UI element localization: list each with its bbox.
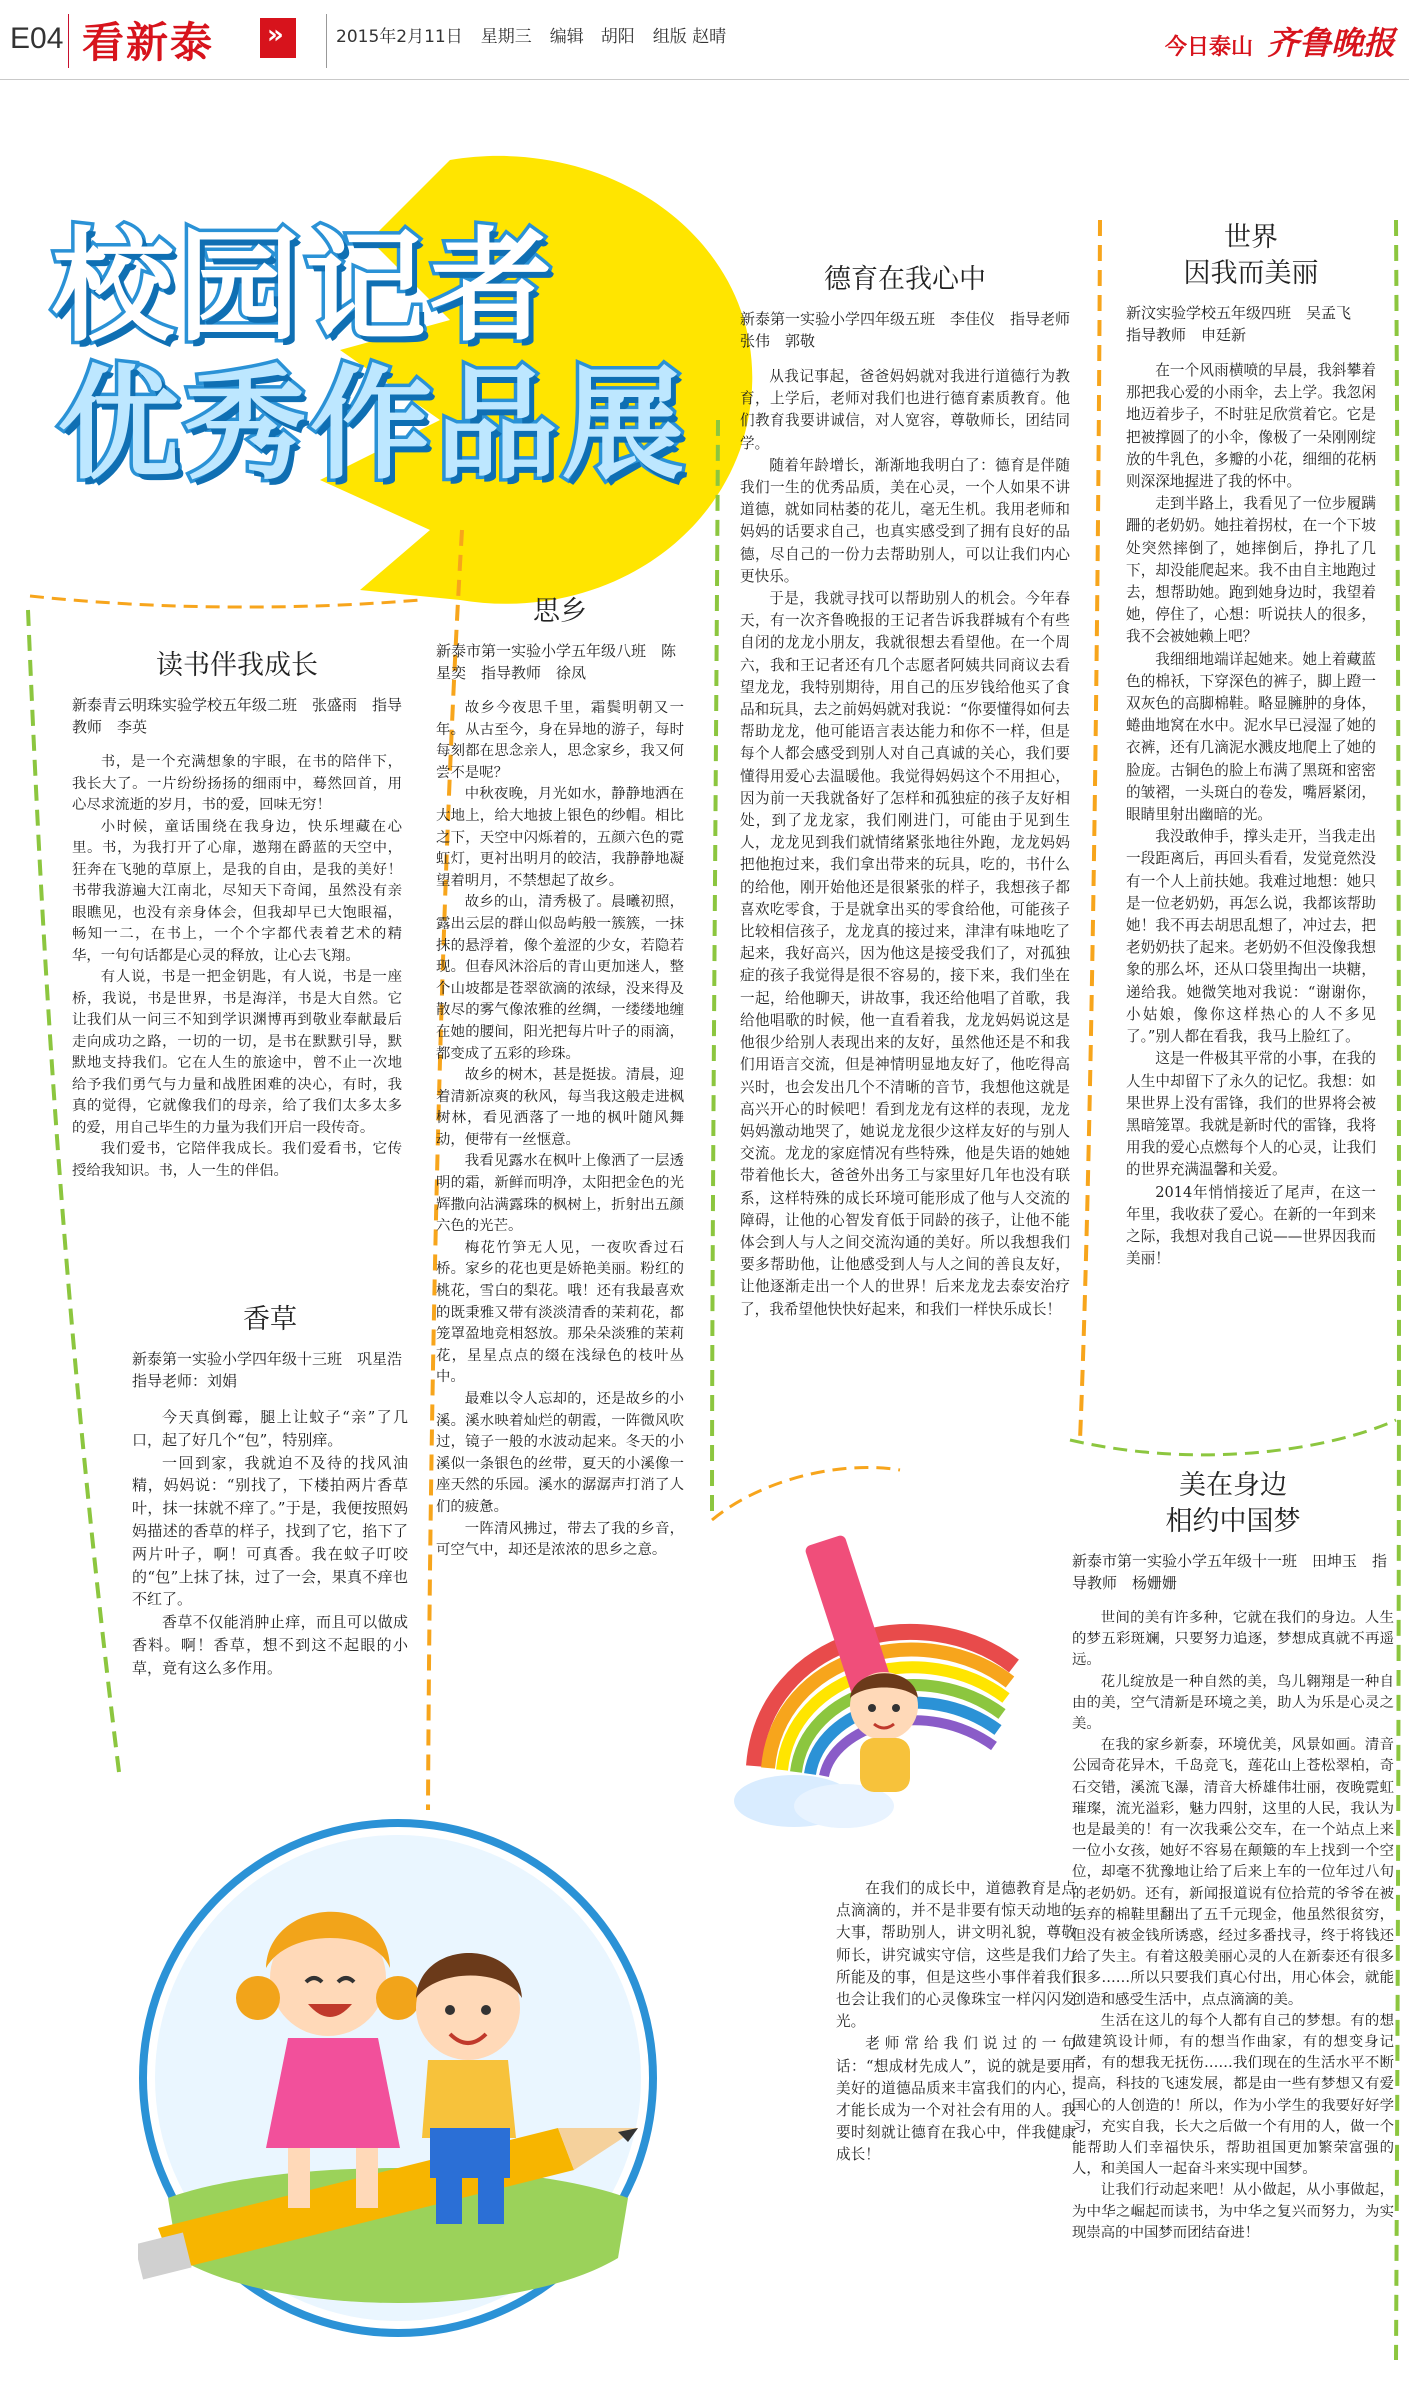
article-paragraph: 故乡的树木，甚是挺拔。清晨，迎着清新凉爽的秋风，每当我这般走进枫树林，看见洒落了一地的枫叶随风舞动，便带有一丝惬意。	[436, 1067, 684, 1148]
article-paragraph: 走到半路上，我看见了一位步履蹒跚的老奶奶。她拄着拐杖，在一个下坡处突然摔倒了，她摔倒后，挣扎了几下，却没能爬起来。我不由自主地跑过去，想帮助她。跑到她身边时，我望着她，停住了，心想：听说扶人的很多，我不会被她赖上吧？	[1126, 495, 1376, 646]
article-paragraph: 故乡今夜思千里，霜鬓明朝又一年。从古至今，身在异地的游子，每时每刻都在思念亲人，思念家乡，我又何尝不是呢？	[436, 700, 684, 781]
kids-on-pencil-illustration	[138, 1798, 658, 2358]
article-paragraph: 一回到家，我就迫不及待的找风油精，妈妈说：“别找了，下楼拍两片香草叶，抹一抹就不痒了。”于是，我便按照妈妈描述的香草的样子，找到了它，掐下了两片叶子，啊！可真香。我在蚊子叮咬的“包”上抹了抹，过了一会，果真不痒也不红了。	[132, 1453, 408, 1609]
article-body	[132, 1406, 408, 1680]
child-with-pencil-illustration	[724, 1516, 1024, 1846]
article-byline: 新泰第一实验小学四年级十三班 巩星浩 指导老师：刘娟	[132, 1350, 418, 1390]
article-xiangcao	[132, 1302, 418, 1680]
banner-line-2: 优秀作品展	[58, 354, 688, 496]
issue-weekday: 星期三	[480, 27, 532, 47]
article-title: 世界 因我而美丽	[1183, 222, 1319, 289]
article-paragraph: 让我们行动起来吧！从小做起，从小事做起，为中华之崛起而读书，为中华之复兴而努力，为实现崇高的中国梦而团结奋进！	[1072, 2182, 1394, 2241]
article-dushu	[72, 648, 402, 1182]
article-byline: 新泰市第一实验小学五年级八班 陈星奕 指导教师 徐凤	[436, 642, 677, 682]
feature-banner	[52, 216, 688, 496]
article-paragraph: 小时候，童话围绕在我身边，快乐埋藏在心里。书，为我打开了心扉，遨翔在爵蓝的天空中，狂奔在飞驰的草原上，是我的自由，是我的美好！书带我游遍大江南北，尽知天下奇闻，虽然没有亲眼瞧见，也没有亲身体会，但我却早已大饱眼福，畅知一二，在书上，一个个字都代表着艺术的精华，一句句话都是心灵的释放，让心去飞翔。	[72, 818, 402, 964]
article-body	[436, 698, 684, 1562]
article-paragraph: 故乡的山，清秀极了。晨曦初照，露出云层的群山似岛屿般一簇簇，一抹抹的悬浮着，像个羞涩的少女，若隐若现。但春风沐浴后的青山更加迷人，整个山坡都是苍翠欲滴的浓绿，没来得及散尽的雾气像浓雅的丝绸，一缕缕地缠在她的腰间，阳光把每片叶子的雨滴，都变成了五彩的珍珠。	[436, 894, 684, 1062]
article-paragraph: 在我的家乡新泰，环境优美，风景如画。清音公园奇花异木，千岛竞飞，莲花山上苍松翠柏，奇石交错，溪流飞瀑，清音大桥雄伟壮丽，夜晚霓虹璀璨，流光溢彩，魅力四射，这里的人民，我认为也是最美的！有一次我乘公交车，在一个站点上来一位小女孩，她好不容易在颠簸的车上找到一个空位，却毫不犹豫地让给了后来上车的一位年过八旬的老奶奶。还有，新闻报道说有位拾荒的爷爷在被丢弃的棉鞋里翻出了五千元现金，他虽然很贫穷，但没有被金钱所诱惑，经过多番找寻，终于将钱还给了失主。有着这般美丽心灵的人在新泰还有很多很多……所以只要我们真心付出，用心体会，就能创造和感受生活中，点点滴滴的美。	[1072, 1737, 1394, 2008]
article-paragraph: 这是一件极其平常的小事，在我的人生中却留下了永久的记忆。我想：如果世界上没有雷锋，我们的世界将会被黑暗笼罩。我就是新时代的雷锋，我将用我的爱心点燃每个人的心灵，让我们的世界充满温馨和关爱。	[1126, 1050, 1376, 1179]
article-title: 德育在我心中	[824, 264, 986, 295]
article-paragraph: 世间的美有许多种，它就在我们的身边。人生的梦五彩斑斓，只要努力追逐，梦想成真就不再遥远。	[1072, 1610, 1394, 1669]
article-paragraph: 梅花竹笋无人见，一夜吹香过石桥。家乡的花也更是娇艳美丽。粉红的桃花，雪白的梨花。哦！还有我最喜欢的既秉雅又带有淡淡清香的茉莉花，都笼罩盈地竞相怒放。那朵朵淡雅的茉莉花，星星点点的缀在浅绿色的枝叶丛中。	[436, 1239, 684, 1386]
article-title: 香草	[243, 1304, 297, 1335]
article-paragraph: 于是，我就寻找可以帮助别人的机会。今年春天，有一次齐鲁晚报的王记者告诉我群城有个有些自闭的龙龙小朋友，我就很想去看望他。在一个周六，我和王记者还有几个志愿者阿姨共同商议去看望龙龙，我特别期待，用自己的压岁钱给他买了食品和玩具，去之前妈妈就对我说：“你要懂得如何去帮助龙龙，他可能语言表达能力和你不一样，但是每个人都会感受到别人对自己真诚的关心，我们要懂得用爱心去温暖他。我觉得妈妈这个不用担心，因为前一天我就备好了怎样和孤独症的孩子友好相处，到了龙龙家，我们刚进门，可能由于见到生人，龙龙见到我们就情绪紧张地往外跑，龙龙妈妈把他抱过来，我们拿出带来的玩具，吃的，书什么的给他，刚开始他还是很紧张的样子，我想孩子都喜欢吃零食，于是就拿出买的零食给他，可能孩子比较相信孩子，龙龙真的接过来，津津有味地吃了起来，我好高兴，因为他这是接受我们了，对孤独症的孩子我觉得是很不容易的，接下来，我们坐在一起，给他聊天，讲故事，我还给他唱了首歌，我给他唱歌的时候，他一直看着我，龙龙妈妈说这是他很少给别人表现出来的友好，虽然他还是不和我们用语言交流，但是神情明显地友好了，他吃得高兴时，也会发出几个不清晰的音节，我想他这就是高兴开心的时候吧！看到龙龙有这样的表现，龙龙妈妈激动地哭了，她说龙龙很少这样友好的与别人交流。龙龙的家庭情况有些特殊，他是失语的她她带着他长大，爸爸外出务工与家里好几年也没有联系，这样特殊的成长环境可能形成了他与人交流的障碍，让他的心智发育低于同龄的孩子，让他不能体会到人与人之间交流沟通的美好。所以我想我们要多帮助他，让他感受到人与人之间的善良友好，让他逐渐走出一个人的世界！后来龙龙去泰安治疗了，我希望他快快好起来，和我们一样快乐成长！	[740, 590, 1070, 1318]
article-deyu	[740, 262, 1086, 1321]
article-meili	[1072, 1468, 1394, 2244]
article-sixiang	[436, 594, 684, 1562]
issue-date: 2015年2月11日	[336, 27, 463, 47]
article-paragraph: 一阵清风拂过，带去了我的乡音，可空气中，却还是浓浓的思乡之意。	[436, 1520, 684, 1559]
article-shijie	[1126, 220, 1376, 1270]
article-deyu-continued	[836, 1864, 1076, 2167]
article-paragraph: 我们爱书，它陪伴我成长。我们爱看书，它传授给我知识。书，人一生的伴侣。	[72, 1141, 402, 1179]
article-paragraph: 在一个风雨横喷的早晨，我斜攀着那把我心爱的小雨伞，去上学。我忽闲地迈着步子，不时驻足欣赏着它。它是把被撑圆了的小伞，像极了一朵刚刚绽放的牛乳色，多瓣的小花，细细的花柄则深深地握进了我的怀中。	[1126, 362, 1376, 491]
article-paragraph: 随着年龄增长，渐渐地我明白了：德育是伴随我们一生的优秀品质，美在心灵，一个人如果不讲道德，就如同枯萎的花儿，毫无生机。我用老师和妈妈的话要求自己，也真实感受到了拥有良好的品德，尽自己的一份力去帮助别人，可以让我们内心更快乐。	[740, 456, 1070, 585]
article-byline: 新泰第一实验小学四年级五班 李佳仪 指导老师 张伟 郭敬	[740, 310, 1086, 350]
article-paragraph: 从我记事起，爸爸妈妈就对我进行道德行为教育，上学后，老师对我们也进行德育素质教育。他们教育我要讲诚信，对人宽容，尊敬师长，团结同学。	[740, 368, 1070, 452]
article-paragraph: 香草不仅能消肿止痒，而且可以做成香料。啊！香草，想不到这不起眼的小草，竟有这么多作用。	[132, 1613, 408, 1677]
banner-line-1: 校园记者	[52, 216, 556, 358]
article-byline: 新泰市第一实验小学五年级十一班 田坤玉 指导教师 杨姗姗	[1072, 1552, 1388, 1592]
article-body	[836, 1878, 1076, 2167]
article-paragraph: 在我们的成长中，道德教育是点点滴滴的，并不是非要有惊天动地的大事，帮助别人，讲文明礼貌，尊敬师长，讲究诚实守信，这些是我们力所能及的事，但是这些小事伴着我们也会让我们的心灵像珠宝一样闪闪发光。	[836, 1880, 1076, 2031]
article-body	[740, 366, 1070, 1321]
issue-editor: 编辑 胡阳	[549, 27, 635, 47]
page-number: E04	[10, 22, 64, 55]
article-title: 美在身边 相约中国梦	[1165, 1470, 1301, 1537]
article-paragraph: 有人说，书是一把金钥匙，有人说，书是一座桥，我说，书是世界，书是海洋，书是大自然。它让我们从一问三不知到学识渊博再到敬业奉献最后走向成功之路，一切的一切，是书在默默引导，默默地支持我们。它在人生的旅途中，曾不止一次地给予我们勇气与力量和战胜困难的决心，有时，我真的觉得，它就像我们的母亲，给了我们太多太多的爱，用自己毕生的力量为我们开启一段传奇。	[72, 969, 402, 1136]
article-paragraph: 今天真倒霉，腿上让蚊子“亲”了几口，起了好几个“包”，特别痒。	[132, 1408, 408, 1449]
article-body	[1072, 1608, 1394, 2244]
article-paragraph: 我没敢伸手，撑头走开，当我走出一段距离后，再回头看看，发觉竟然没有一个人上前扶她。我难过地想：她只是一位老奶奶，再怎么说，我都该帮助她！我不再去胡思乱想了，冲过去，把老奶奶扶了起来。老奶奶不但没像我想象的那么坏，还从口袋里掏出一块糖，递给我。她微笑地对我说：“谢谢你，小姑娘，像你这样热心的人不多见了。”别人都在看我，我马上脸红了。	[1126, 828, 1376, 1046]
section-name: 看新泰	[82, 18, 215, 67]
article-paragraph: 中秋夜晚，月光如水，静静地洒在大地上，给大地披上银色的纱帽。相比之下，天空中闪烁着的，五颜六色的霓虹灯，更衬出明月的皎洁，我静静地凝望着明月，不禁想起了故乡。	[436, 786, 684, 889]
article-paragraph: 书，是一个充满想象的宇眼，在书的陪伴下，我长大了。一片纷纷扬扬的细雨中，蓦然回首，用心尽求流逝的岁月，书的爱，回味无穷！	[72, 754, 402, 813]
article-byline: 新汶实验学校五年级四班 吴孟飞 指导教师 申廷新	[1126, 304, 1367, 344]
article-paragraph: 生活在这儿的每个人都有自己的梦想。有的想做建筑设计师，有的想当作曲家，有的想变身记者，有的想我无抚伤……我们现在的生活水平不断提高，科技的飞速发展，都是由一些有梦想又有爱国心的人创造的！所以，作为小学生的我要好好学习，充实自我，长大之后做一个有用的人，做一个能帮助人们幸福快乐，帮助祖国更加繁荣富强的人，和美国人一起奋斗来实现中国梦。	[1072, 2012, 1394, 2178]
article-paragraph: 最难以令人忘却的，还是故乡的小溪。溪水映着灿烂的朝霞，一阵微风吹过，镜子一般的水波动起来。冬天的小溪似一条银色的丝带，夏天的小溪像一座天然的乐园。溪水的潺潺声打消了人们的疲惫。	[436, 1391, 684, 1515]
article-paragraph: 我细细地端详起她来。她上着藏蓝色的棉袄，下穿深色的裤子，脚上蹬一双灰色的高脚棉鞋。略显臃肿的身体，蜷曲地窝在水中。泥水早已浸湿了她的衣裤，还有几滴泥水溅皮地爬上了她的脸庞。古铜色的脸上布满了黑斑和密密的皱褶，一头斑白的卷发，嘴唇紧闭，眼睛里射出幽暗的光。	[1126, 650, 1376, 824]
article-title: 思乡	[533, 596, 587, 627]
article-paragraph: 老师常给我们说过的一句话：“想成材先成人”，说的就是要用美好的道德品质来丰富我们的内心，才能长成为一个对社会有用的人。我要时刻就让德育在我心中，伴我健康成长！	[836, 2035, 1076, 2164]
double-chevron-icon: »	[267, 20, 284, 50]
article-title: 读书伴我成长	[156, 650, 318, 681]
article-paragraph: 我看见露水在枫叶上像洒了一层透明的霜，新鲜而明净，太阳把金色的光辉撒向沾满露珠的枫树上，折射出五颜六色的光芒。	[436, 1153, 684, 1235]
article-paragraph: 花儿绽放是一种自然的美，鸟儿翱翔是一种自由的美，空气清新是环境之美，助人为乐是心灵之美。	[1072, 1673, 1394, 1733]
article-byline: 新泰青云明珠实验学校五年级二班 张盛雨 指导教师 李英	[72, 696, 403, 736]
issue-layout: 组版 赵晴	[652, 27, 727, 47]
article-body	[1126, 360, 1376, 1270]
article-body	[72, 752, 402, 1182]
paper-logo: 齐鲁晚报	[1266, 24, 1395, 62]
article-paragraph: 2014年悄悄接近了尾声，在这一年里，我收获了爱心。在新的一年到来之际，我想对我自己说——世界因我而美丽！	[1126, 1183, 1376, 1268]
edition-tag: 今日泰山	[1164, 35, 1253, 60]
